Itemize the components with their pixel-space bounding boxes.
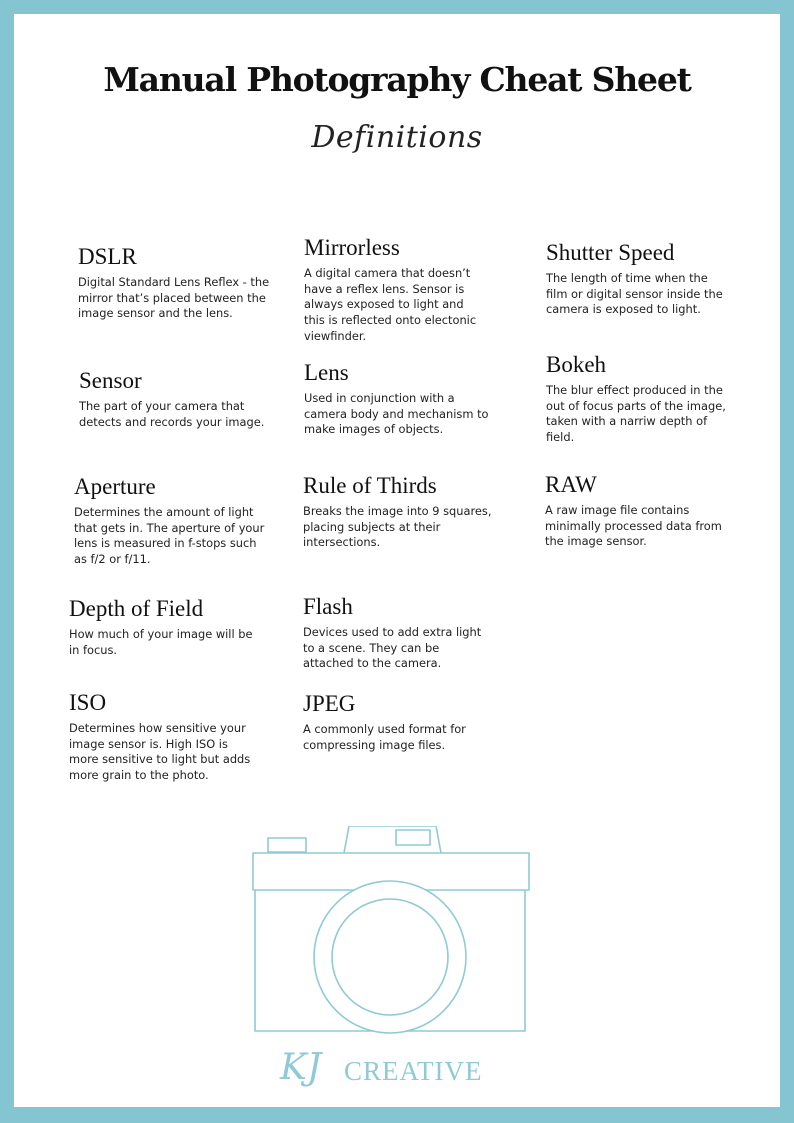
term-definition: Devices used to add extra light to a scene. They can be attached to the camera. bbox=[303, 625, 482, 671]
term-definition: Determines the amount of light that gets in. The aperture of your lens is measured in f-stops such as f/2 or f/11. bbox=[74, 505, 265, 567]
term-definition: A commonly used format for compressing image files. bbox=[303, 722, 466, 752]
term-definition: The part of your camera that detects and records your image. bbox=[79, 399, 265, 429]
term-title: Bokeh bbox=[546, 352, 607, 377]
logo-word: CREATIVE bbox=[344, 1056, 483, 1086]
term-title: RAW bbox=[545, 472, 597, 497]
term-definition: Determines how sensitive your image sensor is. High ISO is more sensitive to light but adds more grain to the photo. bbox=[69, 721, 251, 783]
term-definition: Used in conjunction with a camera body and mechanism to make images of objects. bbox=[304, 391, 489, 437]
logo-initials: KJ bbox=[280, 1047, 322, 1088]
term-title: Flash bbox=[303, 594, 353, 619]
term-title: Mirrorless bbox=[304, 235, 400, 260]
term-definition: A raw image file contains minimally processed data from the image sensor. bbox=[545, 503, 722, 549]
term-title: DSLR bbox=[78, 244, 137, 269]
camera-lens-outer bbox=[314, 881, 466, 1033]
term-title: Sensor bbox=[79, 368, 142, 393]
term-mirrorless bbox=[304, 235, 482, 344]
term-flash bbox=[303, 594, 489, 672]
kj-creative-logo bbox=[280, 1048, 520, 1098]
term-rule-of-thirds bbox=[303, 473, 493, 551]
term-title: Rule of Thirds bbox=[303, 473, 437, 498]
term-title: Lens bbox=[304, 360, 349, 385]
term-raw bbox=[545, 472, 727, 550]
term-definition: Breaks the image into 9 squares, placing subjects at their intersections. bbox=[303, 504, 492, 550]
term-title: Depth of Field bbox=[69, 596, 204, 621]
term-sensor bbox=[79, 368, 274, 430]
page-title: Manual Photography Cheat Sheet bbox=[103, 60, 691, 99]
camera-icon bbox=[252, 826, 534, 1036]
term-depth-of-field bbox=[69, 596, 257, 658]
camera-hot-shoe bbox=[268, 838, 306, 852]
term-dslr bbox=[78, 244, 273, 322]
term-definition: The length of time when the film or digital sensor inside the camera is exposed to light. bbox=[546, 271, 723, 317]
term-definition: Digital Standard Lens Reflex - the mirror that’s placed between the image sensor and the lens. bbox=[78, 275, 270, 321]
term-definition: The blur effect produced in the out of focus parts of the image, taken with a narriw depth of field. bbox=[546, 383, 726, 445]
term-jpeg bbox=[303, 691, 489, 753]
term-bokeh bbox=[546, 352, 728, 446]
term-title: JPEG bbox=[303, 691, 356, 716]
term-definition: How much of your image will be in focus. bbox=[69, 627, 253, 657]
term-title: ISO bbox=[69, 690, 107, 715]
term-lens bbox=[304, 360, 489, 438]
term-title: Shutter Speed bbox=[546, 240, 675, 265]
term-title: Aperture bbox=[74, 474, 156, 499]
camera-flash-window bbox=[396, 830, 430, 845]
page-subtitle: Definitions bbox=[311, 120, 483, 155]
term-iso bbox=[69, 690, 257, 784]
term-definition: A digital camera that doesn’t have a reflex lens. Sensor is always exposed to light and this is reflected onto electonic viewfinder. bbox=[304, 266, 477, 343]
term-shutter-speed bbox=[546, 240, 726, 318]
term-aperture bbox=[74, 474, 266, 568]
